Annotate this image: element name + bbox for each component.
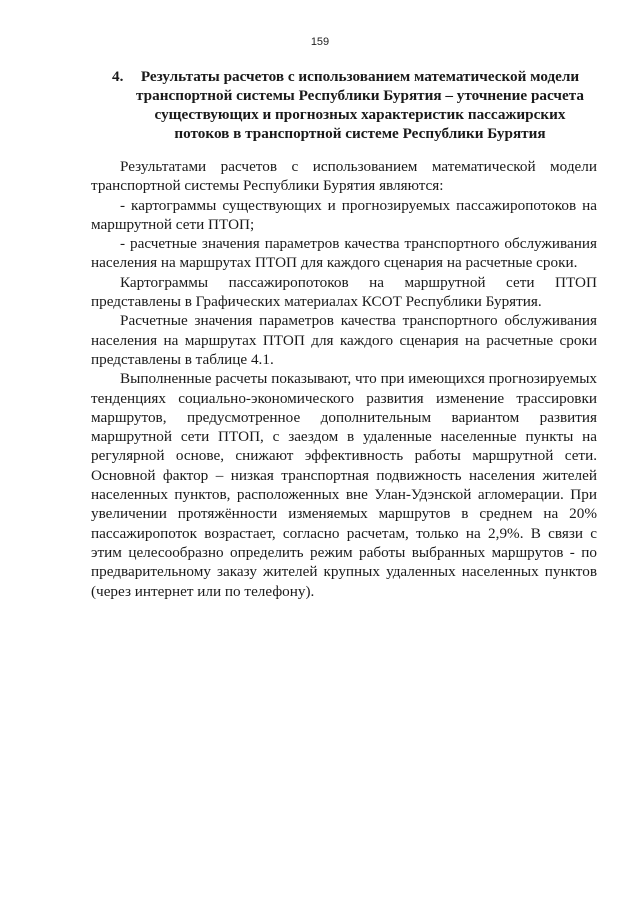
section-heading <box>112 67 590 143</box>
page-number: 159 <box>310 36 330 48</box>
paragraph-cartograms: Картограммы пассажиропотоков на маршрутной сети ПТОП представлены в Графических материалах КСОТ Республики Бурятия. <box>91 273 597 311</box>
list-item-cartograms: - картограммы существующих и прогнозируемых пассажиропотоков на маршрутной сети ПТОП; <box>91 196 597 233</box>
paragraph-intro: Результатами расчетов с использованием математической модели транспортной системы Республики Бурятия являются: <box>91 158 597 195</box>
list-item-quality-parameters: - расчетные значения параметров качества транспортного обслуживания населения на маршрутах ПТОП для каждого сценария на расчетные сроки. <box>91 235 597 272</box>
paragraph-table-reference: Расчетные значения параметров качества транспортного обслуживания населения на маршрутах ПТОП для каждого сценария на расчетные сроки представлены в таблице 4.1. <box>91 312 597 368</box>
section-number: 4. <box>112 68 124 85</box>
paragraph-conclusions: Выполненные расчеты показывают, что при имеющихся прогнозируемых тенденциях социально-экономического развития изменение трассировки маршрутов, предусмотренное дополнительным вариантом развития маршрутной сети ПТОП, с заездом в удаленные населенные пункты на регулярной основе, снижают эффективность работы маршрутной сети. Основной фактор – низкая транспортная подвижность населения жителей населенных пунктов, расположенных вне Улан-Удэнской агломерации. При увеличении протяжённости изменяемых маршрутов в среднем на 20% пассажиропоток возрастает, согласно расчетам, только на 2,9%. В связи с этим целесообразно определить режим работы выбранных маршрутов - по предварительному заказу жителей крупных удаленных населенных пунктов (через интернет или по телефону). <box>91 370 597 600</box>
body-text <box>91 157 597 601</box>
section-title: Результаты расчетов с использованием математической модели транспортной системы Республики Бурятия – уточнение расчета существующих и прогнозных характеристик пассажирских потоков в транспортной системе Республики Бурятия <box>136 68 584 142</box>
